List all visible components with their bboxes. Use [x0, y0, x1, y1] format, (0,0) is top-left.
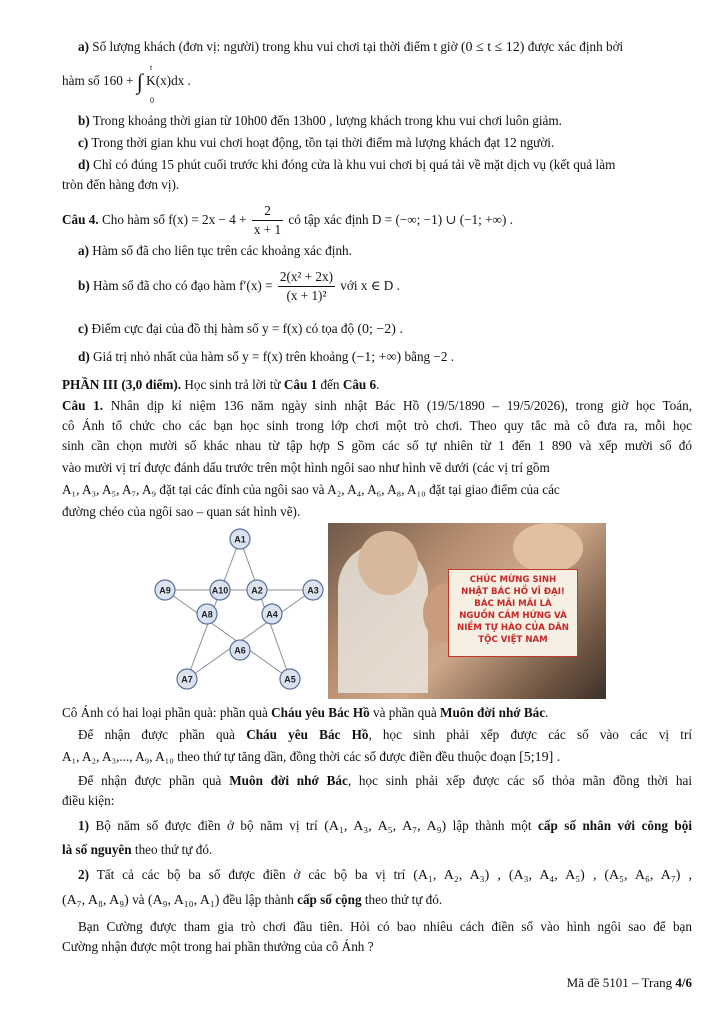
q3-item-d-line2: tròn đến hàng đơn vị).: [62, 177, 180, 192]
item-label: a): [78, 39, 89, 54]
item-text: Cho hàm số: [101, 212, 165, 227]
q4-stem: [62, 200, 692, 240]
q3-item-b: [78, 112, 708, 129]
fraction: [252, 202, 283, 239]
integral-upper: t: [150, 63, 153, 72]
page-footer: [567, 975, 692, 991]
star-diagram: [153, 523, 325, 699]
math-condition: (0 ≤ t ≤ 12): [460, 40, 525, 55]
item-text: Học sinh trả lời từ: [184, 377, 281, 392]
star-node-label: A1: [234, 534, 246, 545]
q3-item-c: [78, 134, 708, 151]
q4-item-b: [78, 264, 708, 308]
q1-line1: [62, 397, 692, 414]
item-text: đến: [320, 377, 340, 392]
math-expr: A₁, A₃, A₅, A₇, A₉: [62, 482, 157, 497]
item-text: bằng −2 .: [404, 349, 455, 364]
item-text: đặt tại các đỉnh của ngôi sao và: [159, 482, 325, 497]
math-expr: (−1; +∞): [351, 350, 402, 365]
star-node-label: A10: [211, 585, 229, 596]
question-title: Câu 4.: [62, 212, 99, 227]
final-question-line1: Bạn Cường được tham gia trò chơi đầu tiên. Hỏi có bao nhiêu cách điền số vào hình ngôi sao để bạn: [78, 919, 692, 934]
star-node-label: A9: [159, 585, 171, 596]
item-text: theo thứ tự đó.: [134, 842, 213, 857]
q1-line2: cô Ánh tổ chức cho các bạn học sinh trong lớp chơi một trò chơi. Theo quy tắc mà cô đưa ra, mỗi học: [62, 418, 692, 433]
item-label: b): [78, 113, 90, 128]
photo-face-shape: [513, 523, 583, 573]
item-text: có tập xác định: [288, 212, 369, 227]
item-text: với x ∈ D .: [340, 278, 400, 293]
star-node-label: A7: [181, 674, 193, 685]
fraction-num: 2(x² + 2x): [278, 268, 335, 287]
q1-line6: đường chéo của ngôi sao – quan sát hình vẽ).: [62, 504, 301, 519]
item-text: Nhân dịp kỉ niệm 136 năm ngày sinh nhật Bác Hồ (19/5/1890 – 19/5/2026), trong giờ học Toán,: [110, 398, 693, 413]
integral-lower: 0: [150, 96, 154, 105]
question-ref: Câu 6: [342, 377, 377, 392]
item-text: lập thành một: [452, 818, 532, 833]
prize2-condition-line2: điều kiện:: [62, 793, 115, 808]
item-label: 2): [78, 867, 89, 882]
math-expr: A₁, A₂, A₃,..., A₉, A₁₀: [62, 749, 174, 764]
prize-name: Muôn đời nhớ Bác: [440, 705, 546, 720]
math-expr: (A₉, A₁₀, A₁): [147, 893, 220, 908]
photo-face-shape: [358, 531, 418, 595]
star-node-label: A6: [234, 645, 246, 656]
item-text: Hàm số đã cho liên tục trên các khoảng xác định.: [92, 243, 352, 258]
item-text: Cô Ánh có hai loại phần quà: phần quà: [62, 705, 268, 720]
star-node-label: A4: [266, 609, 278, 620]
math-expr: f(x) = 2x − 4 +: [168, 212, 247, 227]
q1-line4: vào mười vị trí được đánh dấu trước trên một hình ngôi sao như hình vẽ dưới (các vị trí gồm: [62, 460, 550, 475]
final-question-line2: Cường nhận được một trong hai phần thưởng của cô Ánh ?: [62, 939, 374, 954]
item-text: hàm số: [62, 73, 100, 88]
item-label: b): [78, 278, 90, 293]
item-text: Giá trị nhỏ nhất của hàm số y = f(x) trên khoảng: [93, 349, 349, 364]
math-expr: (A₇, A₈, A₉): [62, 893, 129, 908]
item-text: Tất cả các bộ ba số được điền ở các bộ ba vị trí: [96, 867, 406, 882]
emphasis-text: là số nguyên: [62, 842, 132, 857]
item-text: Để nhận được phần quà: [78, 773, 222, 788]
prize1-condition-line2: [62, 748, 692, 766]
part3-heading: [62, 376, 692, 393]
q1-line5: [62, 481, 692, 498]
math-expr: f′(x) =: [239, 278, 273, 293]
prize-name: Muôn đời nhớ Bác: [229, 773, 348, 788]
item-text: Để nhận được phần quà: [78, 727, 236, 742]
q3-item-a: [78, 38, 708, 56]
fraction-num: 2: [252, 202, 283, 221]
item-text: đều lập thành: [222, 892, 294, 907]
math-expr: (A₅, A₆, A₇) ,: [604, 868, 693, 883]
star-node-label: A8: [201, 609, 213, 620]
math-expr: D = (−∞; −1) ∪ (−1; +∞) .: [371, 212, 513, 227]
question-title: Câu 1.: [62, 398, 104, 413]
emphasis-text: cấp số nhân với công bội: [538, 818, 693, 833]
math-expr: 160 +: [103, 73, 134, 88]
birthday-banner: CHÚC MỪNG SINH NHẬT BÁC HỒ VĨ ĐẠI! BÁC MÃI MÃI LÀ NGUỒN CẢM HỨNG VÀ NIỀM TỰ HÀO CỦA DÂN TỘC VIỆT NAM: [448, 569, 578, 657]
item-label: d): [78, 349, 90, 364]
item-text: đặt tại giao điểm của các: [429, 482, 560, 497]
item-text: được xác định bởi: [527, 39, 624, 54]
item-text: và: [132, 892, 145, 907]
q3-item-a-line2: [62, 69, 692, 94]
condition-2-line2: [62, 891, 692, 909]
punct: .: [376, 377, 380, 392]
q1-line3: sinh cần chọn mười số khác nhau từ tập hợp S gồm các số tự nhiên từ 1 đến 1 890 và xếp mười số đó: [62, 438, 692, 453]
item-text: Bộ năm số được điền ở bộ năm vị trí: [95, 818, 318, 833]
star-node-label: A5: [284, 674, 296, 685]
math-expr: (A₁, A₃, A₅, A₇, A₉): [324, 819, 447, 834]
figure: [153, 523, 606, 699]
item-label: c): [78, 321, 89, 336]
q4-item-d: [78, 348, 708, 366]
item-text: Số lượng khách (đơn vị: người) trong khu vui chơi tại thời điểm t giờ: [92, 39, 458, 54]
fraction: [278, 268, 335, 305]
star-node-label: A2: [251, 585, 263, 596]
item-label: 1): [78, 818, 89, 833]
item-text: Điểm cực đại của đồ thị hàm số y = f(x) có tọa độ: [91, 321, 355, 336]
fraction-den: (x + 1)²: [286, 288, 327, 304]
q3-item-d: [78, 156, 708, 173]
star-nodes: [155, 529, 323, 689]
star-node-label: A3: [307, 585, 319, 596]
prize2-condition: [78, 772, 692, 789]
question-ref: Câu 1: [283, 377, 318, 392]
item-text: theo thứ tự tăng dần, đồng thời các số được điền đều thuộc đoạn: [177, 749, 516, 764]
item-text: Trong thời gian khu vui chơi hoạt động, tồn tại thời điểm mà lượng khách đạt 12 người.: [91, 135, 555, 150]
math-expr: A₂, A₄, A₆, A₈, A₁₀: [327, 482, 426, 497]
birthday-photo: [328, 523, 606, 699]
prize-name: Cháu yêu Bác Hồ: [271, 705, 370, 720]
item-text: , học sinh phải xếp được các số thỏa mãn đồng thời hai: [347, 773, 692, 788]
section-title: PHẦN III (3,0 điểm).: [62, 377, 182, 392]
exam-code: Mã đề 5101 – Trang: [566, 975, 673, 990]
item-text: Hàm số đã cho có đạo hàm: [93, 278, 236, 293]
item-label: d): [78, 157, 90, 172]
math-expr: (0; −2) .: [357, 322, 403, 337]
prizes-line: [62, 704, 692, 721]
item-text: , học sinh phải xếp được các số vào các vị trí: [368, 727, 692, 742]
item-text: theo thứ tự đó.: [364, 892, 443, 907]
fraction-den: x + 1: [253, 222, 282, 238]
condition-1: [78, 817, 692, 835]
emphasis-text: cấp số cộng: [297, 892, 362, 907]
item-text: Trong khoảng thời gian từ 10h00 đến 13h00 , lượng khách trong khu vui chơi luôn giảm.: [92, 113, 562, 128]
item-label: c): [78, 135, 89, 150]
punct: .: [545, 705, 549, 720]
condition-1-line2: [62, 841, 692, 858]
math-expr: (A₁, A₂, A₃) ,: [413, 868, 501, 883]
q4-item-c: [78, 320, 708, 338]
prize-name: Cháu yêu Bác Hồ: [246, 727, 369, 742]
math-expr: K(x)dx .: [146, 73, 191, 88]
math-expr: (A₃, A₄, A₅) ,: [508, 868, 597, 883]
item-text: Chỉ có đúng 15 phút cuối trước khi đóng cửa là khu vui chơi bị quá tải về mặt dịch vụ (kết quả làm: [93, 157, 616, 172]
q4-item-a: [78, 242, 708, 259]
prize1-condition: [78, 726, 692, 743]
page-number: 4/6: [675, 975, 692, 990]
integral-sign: ∫: [136, 69, 143, 94]
condition-2: [78, 866, 692, 884]
item-text: và phần quà: [372, 705, 437, 720]
math-expr: [5;19] .: [519, 750, 561, 765]
item-label: a): [78, 243, 89, 258]
